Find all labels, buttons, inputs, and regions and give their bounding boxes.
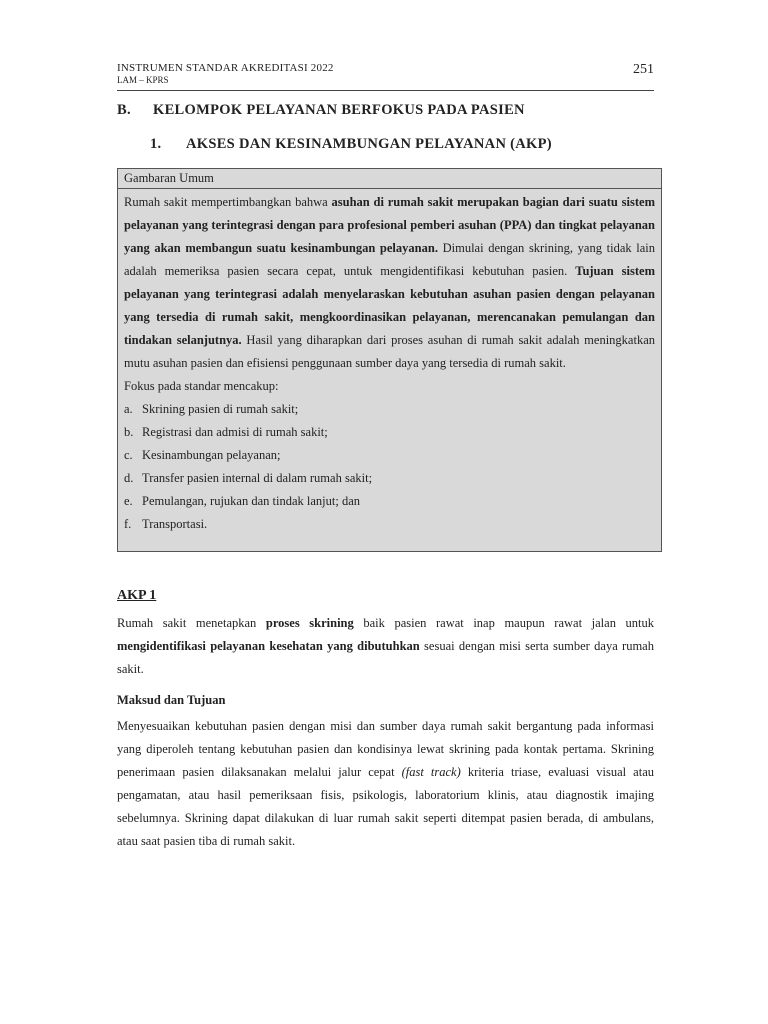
section-b-number: B. — [117, 102, 131, 118]
overview-heading: Gambaran Umum — [118, 169, 661, 189]
intent-italic-run: (fast track) — [401, 765, 461, 779]
intent-text-run: kriteria triase, evaluasi visual atau pengamatan, atau hasil pemeriksaan fisis, psikologis, laboratorium klinis, atau diagnostik imajing sebelumnya. Skrining dapat dilakukan di luar rumah sakit seperti ditempat pasien berada, di ambulans, atau saat pasien tiba di rumah sakit. — [117, 765, 654, 848]
section-1-heading — [150, 136, 552, 153]
header-subtitle: LAM – KPRS — [117, 75, 169, 85]
akp1-standard — [117, 612, 654, 681]
standard-text-run: baik pasien rawat inap maupun rawat jalan untuk — [353, 616, 655, 630]
page-header — [117, 62, 654, 91]
akp1-heading: AKP 1 — [117, 588, 157, 603]
focus-item — [124, 444, 655, 467]
standard-text-run: sesuai dengan misi serta sumber daya rumah sakit. — [117, 639, 654, 676]
overview-body — [118, 189, 661, 536]
focus-item-text: Transportasi. — [142, 517, 208, 531]
focus-item-text: Registrasi dan admisi di rumah sakit; — [142, 425, 328, 439]
focus-item-text: Kesinambungan pelayanan; — [142, 448, 281, 462]
overview-text-run: Dimulai dengan skrining, yang tidak lain adalah memeriksa pasien secara cepat, untuk mengidentifikasi kebutuhan pasien. — [124, 241, 656, 278]
standard-bold-run: mengidentifikasi pelayanan kesehatan yang dibutuhkan — [117, 639, 420, 653]
focus-item — [124, 421, 655, 444]
focus-item-marker: c. — [124, 448, 133, 462]
intent-heading: Maksud dan Tujuan — [117, 693, 226, 707]
focus-item-marker: a. — [124, 402, 133, 416]
focus-list — [124, 398, 655, 536]
overview-text-run: Hasil yang diharapkan dari proses asuhan di rumah sakit adalah meningkatkan mutu asuhan pasien dan efisiensi penggunaan sumber daya yang tersedia di rumah sakit. — [124, 333, 655, 370]
overview-bold-run: Tujuan sistem pelayanan yang terintegrasi adalah menyelaraskan kebutuhan asuhan pasien dengan pelayanan yang tersedia di rumah sakit, mengkoordinasikan pelayanan, merencanakan pemulangan dan tindakan selanjutnya. — [124, 264, 655, 347]
focus-item-marker: b. — [124, 425, 134, 439]
overview-bold-run: asuhan di rumah sakit merupakan bagian dari suatu sistem pelayanan yang terintegrasi dengan para profesional pemberi asuhan (PPA) dan tingkat pelayanan yang akan membangun suatu kesinambungan pelayanan. — [124, 195, 655, 255]
focus-item — [124, 513, 655, 536]
focus-item-marker: e. — [124, 494, 133, 508]
header-title: INSTRUMEN STANDAR AKREDITASI 2022 — [117, 62, 334, 74]
standard-bold-run: proses skrining — [265, 616, 354, 630]
page-number: 251 — [633, 62, 654, 77]
overview-paragraph — [124, 191, 655, 375]
focus-item-marker: f. — [124, 517, 132, 531]
focus-item-text: Transfer pasien internal di dalam rumah sakit; — [142, 471, 373, 485]
overview-text-run: Rumah sakit mempertimbangkan bahwa — [124, 195, 332, 209]
intent-body — [117, 715, 654, 853]
focus-item-text: Skrining pasien di rumah sakit; — [142, 402, 299, 416]
focus-item-marker: d. — [124, 471, 134, 485]
section-b-heading — [117, 102, 525, 119]
section-b-title: KELOMPOK PELAYANAN BERFOKUS PADA PASIEN — [153, 102, 525, 118]
section-1-number: 1. — [150, 136, 162, 152]
section-1-title: AKSES DAN KESINAMBUNGAN PELAYANAN (AKP) — [186, 136, 552, 152]
focus-intro: Fokus pada standar mencakup: — [124, 379, 279, 393]
focus-item-text: Pemulangan, rujukan dan tindak lanjut; dan — [142, 494, 361, 508]
focus-item — [124, 490, 655, 513]
focus-item — [124, 467, 655, 490]
standard-text-run: Rumah sakit menetapkan — [117, 616, 266, 630]
focus-item — [124, 398, 655, 421]
intent-text-run: Menyesuaikan kebutuhan pasien dengan misi dan sumber daya rumah sakit bergantung pada informasi yang diperoleh tentang kebutuhan pasien dan kondisinya lewat skrining pada kontak pertama. Skrining penerimaan pasien dilaksanakan melalui jalur cepat — [117, 719, 654, 779]
overview-box — [117, 168, 662, 552]
